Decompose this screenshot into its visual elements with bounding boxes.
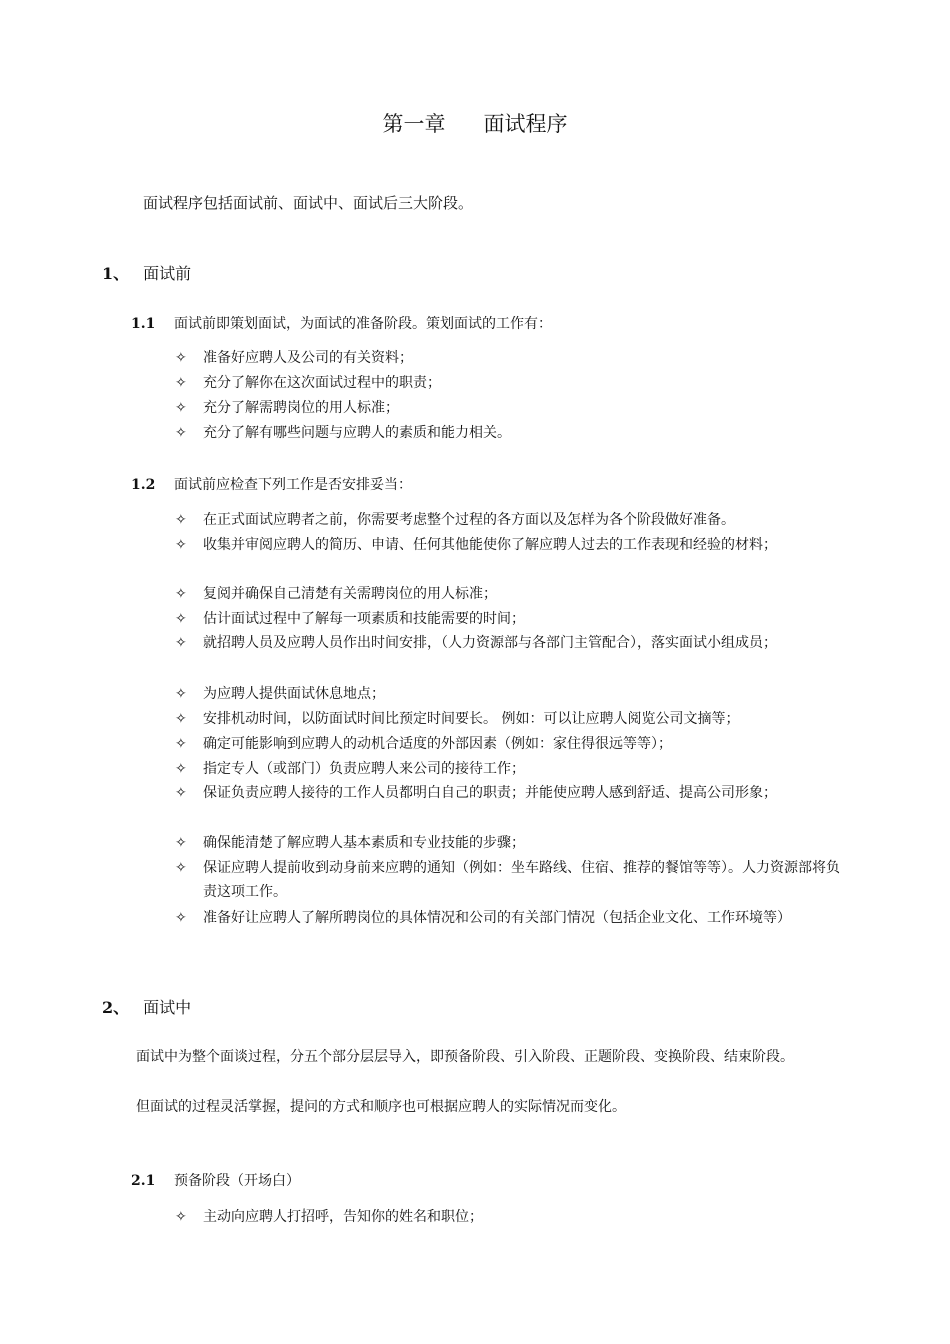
bullet-icon: ✧: [175, 686, 187, 702]
bullet-icon: ✧: [175, 761, 187, 777]
list-item: [175, 582, 845, 606]
chapter-name: 面试程序: [483, 112, 568, 136]
bullet-icon: ✧: [175, 785, 187, 801]
list-item: [175, 631, 845, 655]
body-paragraph: 面试中为整个面谈过程，分五个部分层层导入，即预备阶段、引入阶段、正题阶段、变换阶段、结束阶段。: [136, 1049, 794, 1065]
list-item-text: 保证应聘人提前收到动身前来应聘的通知（例如：坐车路线、住宿、推荐的餐馆等等）。人力资源部将负责这项工作。: [203, 860, 840, 900]
list-item: [175, 906, 845, 930]
bullet-icon: ✧: [175, 910, 187, 926]
list-item-text: 充分了解需聘岗位的用人标准；: [203, 400, 399, 416]
list-item-text: 为应聘人提供面试休息地点；: [203, 686, 385, 702]
bullet-icon: ✧: [175, 400, 187, 416]
bullet-icon: ✧: [175, 1209, 187, 1225]
bullet-icon: ✧: [175, 611, 187, 627]
list-item: [175, 396, 845, 420]
section-title: 面试中: [143, 998, 192, 1017]
list-item: [175, 371, 845, 395]
list-item: [175, 831, 845, 855]
chapter-number: 第一章: [382, 112, 446, 136]
list-item: [175, 707, 845, 731]
list-item: [175, 781, 845, 805]
list-item-text: 就招聘人员及应聘人员作出时间安排，（人力资源部与各部门主管配合），落实面试小组成员；: [203, 635, 777, 651]
bullet-icon: ✧: [175, 586, 187, 602]
bullet-icon: ✧: [175, 350, 187, 366]
list-item-text: 指定专人（或部门）负责应聘人来公司的接待工作；: [203, 761, 525, 777]
list-item: [175, 682, 845, 706]
list-item: [175, 533, 845, 557]
subsection-number: 2.1: [131, 1173, 156, 1189]
list-item: [175, 1205, 845, 1229]
list-item-text: 准备好让应聘人了解所聘岗位的具体情况和公司的有关部门情况（包括企业文化、工作环境等）: [203, 910, 791, 926]
list-item: [175, 732, 845, 756]
subsection-number: 1.1: [131, 316, 156, 332]
list-item-text: 复阅并确保自己清楚有关需聘岗位的用人标准；: [203, 586, 497, 602]
list-item-text: 保证负责应聘人接待的工作人员都明白自己的职责；并能使应聘人感到舒适、提高公司形象；: [203, 785, 777, 801]
list-item: [175, 346, 845, 370]
section-title: 面试前: [143, 264, 192, 283]
subsection-heading-1-1: [131, 313, 552, 333]
list-item-text: 收集并审阅应聘人的简历、申请、任何其他能使你了解应聘人过去的工作表现和经验的材料；: [203, 537, 777, 553]
list-item-text: 估计面试过程中了解每一项素质和技能需要的时间；: [203, 611, 525, 627]
list-item: [175, 421, 845, 445]
bullet-icon: ✧: [175, 736, 187, 752]
list-item: [175, 508, 845, 532]
list-item-text: 确保能清楚了解应聘人基本素质和专业技能的步骤；: [203, 835, 525, 851]
list-item-text: 安排机动时间，以防面试时间比预定时间要长。 例如：可以让应聘人阅览公司文摘等；: [203, 711, 740, 727]
bullet-icon: ✧: [175, 860, 187, 876]
list-item: [175, 757, 845, 781]
list-item-text: 主动向应聘人打招呼，告知你的姓名和职位；: [203, 1209, 483, 1225]
subsection-text: 预备阶段（开场白）: [174, 1173, 300, 1189]
list-item-text: 确定可能影响到应聘人的动机合适度的外部因素（例如：家住得很远等等）；: [203, 736, 672, 752]
body-paragraph: 但面试的过程灵活掌握，提问的方式和顺序也可根据应聘人的实际情况而变化。: [136, 1099, 626, 1115]
bullet-icon: ✧: [175, 425, 187, 441]
list-item: [175, 856, 845, 904]
list-item-text: 充分了解有哪些问题与应聘人的素质和能力相关。: [203, 425, 511, 441]
list-item-text: 准备好应聘人及公司的有关资料；: [203, 350, 413, 366]
bullet-icon: ✧: [175, 537, 187, 553]
bullet-icon: ✧: [175, 635, 187, 651]
intro-paragraph: 面试程序包括面试前、面试中、面试后三大阶段。: [143, 194, 474, 212]
bullet-icon: ✧: [175, 711, 187, 727]
subsection-heading-2-1: [131, 1170, 300, 1190]
subsection-text: 面试前即策划面试，为面试的准备阶段。策划面试的工作有：: [174, 316, 552, 332]
bullet-icon: ✧: [175, 835, 187, 851]
list-item-text: 充分了解你在这次面试过程中的职责；: [203, 375, 441, 391]
chapter-title: [0, 108, 950, 138]
bullet-icon: ✧: [175, 512, 187, 528]
subsection-number: 1.2: [131, 477, 156, 493]
subsection-heading-1-2: [131, 474, 412, 494]
subsection-text: 面试前应检查下列工作是否安排妥当：: [174, 477, 412, 493]
bullet-icon: ✧: [175, 375, 187, 391]
section-heading-2: [102, 995, 191, 1018]
section-heading-1: [102, 261, 191, 284]
list-item: [175, 607, 845, 631]
section-number: 1、: [102, 264, 130, 283]
list-item-text: 在正式面试应聘者之前，你需要考虑整个过程的各方面以及怎样为各个阶段做好准备。: [203, 512, 735, 528]
section-number: 2、: [102, 998, 130, 1017]
